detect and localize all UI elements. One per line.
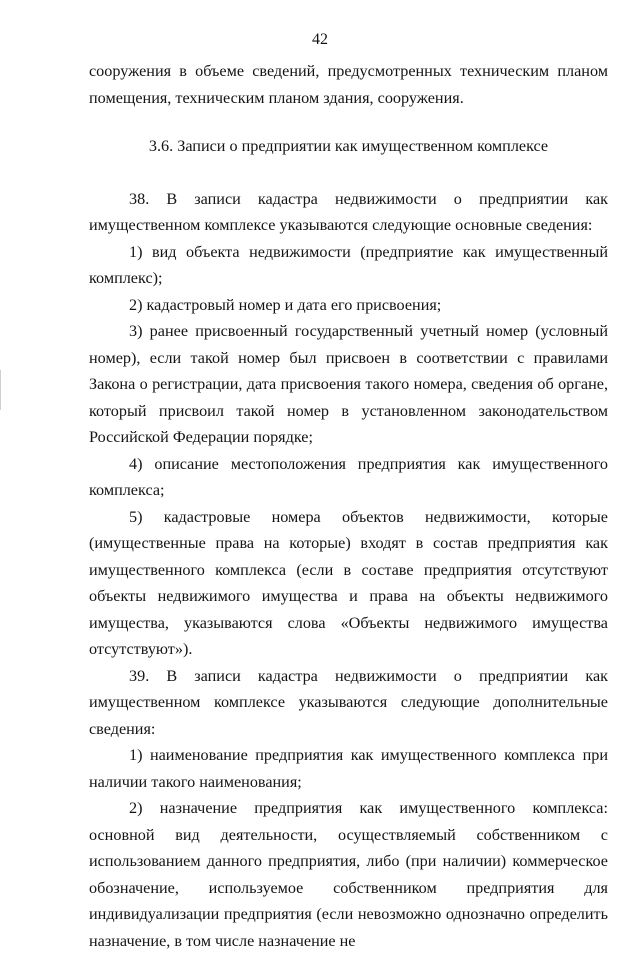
section-heading: 3.6. Записи о предприятии как имущественном комплексе xyxy=(148,137,549,155)
scan-margin-mark xyxy=(0,370,1,410)
list-item-38-5: 5) кадастровые номера объектов недвижимости, которые (имущественные права на которые) входят в состав предприятия как имущественного комплекса (если в составе предприятия отсутствуют объекты недвижимого имущества и права на объекты недвижимого имущества, указываются слова «Объекты недвижимого имущества отсутствуют»). xyxy=(89,507,608,658)
list-item-38-2: 2) кадастровый номер и дата его присвоения; xyxy=(129,295,442,314)
paragraph-38: 38. В записи кадастра недвижимости о предприятии как имущественном комплексе указываются следующие основные сведения: xyxy=(89,189,608,234)
page-number: 42 xyxy=(312,31,328,48)
list-item-39-2: 2) назначение предприятия как имущественного комплекса: основной вид деятельности, осуществляемый собственником с использованием данного предприятия, либо (при наличии) коммерческое обозначение, используемое собственником предприятия для индивидуализации предприятия (если невозможно однозначно определить назначение, в том числе назначение не xyxy=(89,799,608,950)
list-item-39-1: 1) наименование предприятия как имущественного комплекса при наличии такого наименования; xyxy=(89,746,608,791)
list-item-38-4: 4) описание местоположения предприятия как имущественного комплекса; xyxy=(89,454,608,499)
list-item-38-3: 3) ранее присвоенный государственный учетный номер (условный номер), если такой номер был присвоен в соответствии с правилами Закона о регистрации, дата присвоения такого номера, сведения об органе, который присвоил такой номер в установленном законодательством Российской Федерации порядке; xyxy=(89,322,608,446)
spacer xyxy=(89,160,608,186)
spacer xyxy=(89,111,608,133)
document-body xyxy=(89,58,608,954)
list-item-38-1: 1) вид объекта недвижимости (предприятие как имущественный комплекс); xyxy=(89,242,608,287)
paragraph-39: 39. В записи кадастра недвижимости о предприятии как имущественном комплексе указываются следующие дополнительные сведения: xyxy=(89,666,608,738)
continuation-paragraph: сооружения в объеме сведений, предусмотренных техническим планом помещения, техническим планом здания, сооружения. xyxy=(89,62,608,107)
